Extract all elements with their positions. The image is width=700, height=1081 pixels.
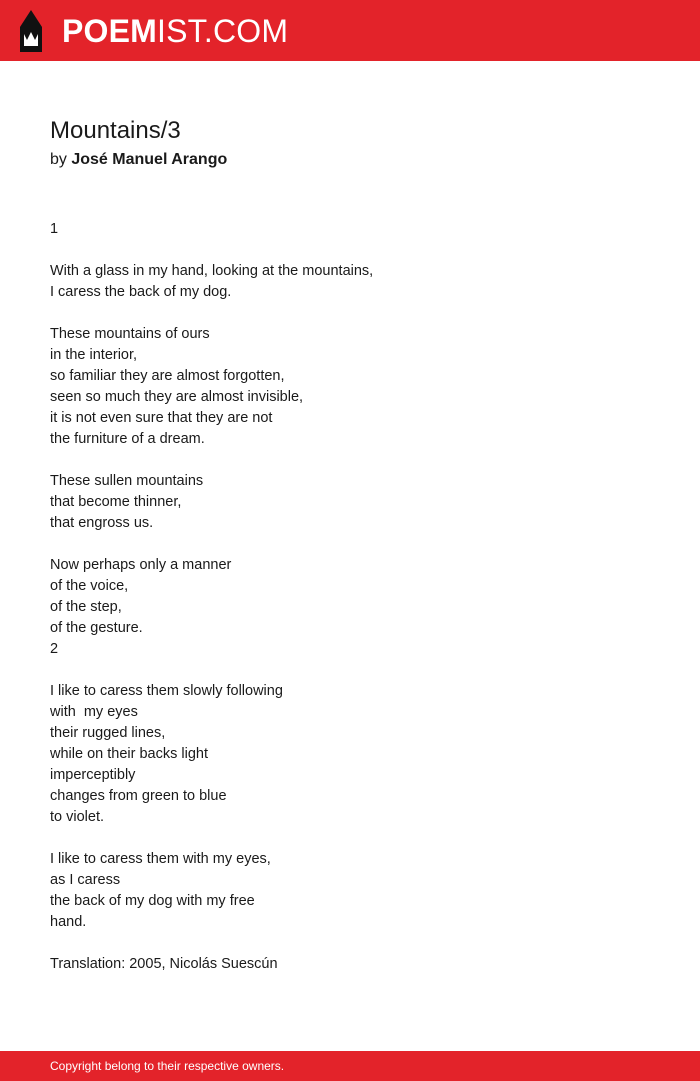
poem-line (50, 450, 650, 471)
poem-line: of the voice, (50, 578, 129, 594)
poem-line (50, 303, 650, 324)
poem-line: of the gesture. (50, 620, 143, 636)
poem-line: I caress the back of my dog. (50, 284, 232, 300)
poem-title: Mountains/3 (50, 117, 181, 144)
poem-line: while on their backs light (50, 746, 208, 762)
pencil-logo-icon[interactable] (18, 10, 44, 52)
poem-line: as I caress (50, 872, 121, 888)
poem-line: that become thinner, (50, 494, 182, 510)
site-footer (0, 1051, 700, 1081)
poem-line: With a glass in my hand, looking at the mountains, (50, 263, 374, 279)
poem-line (50, 933, 650, 954)
logo-bold-text: POEM (62, 13, 158, 49)
poem-line: These sullen mountains (50, 473, 204, 489)
poem-line: in the interior, (50, 347, 138, 363)
poem-line: that engross us. (50, 515, 154, 531)
copyright-text: Copyright belong to their respective owners. (50, 1059, 285, 1073)
poem-author: José Manuel Arango (71, 151, 228, 168)
by-label: by (50, 151, 67, 168)
poem-line: Now perhaps only a manner (50, 557, 232, 573)
poem-line (50, 660, 650, 681)
site-header (0, 0, 700, 61)
poem-line: 1 (50, 221, 59, 237)
poem-line: changes from green to blue (50, 788, 227, 804)
poem-line: to violet. (50, 809, 104, 825)
poem-line (50, 828, 650, 849)
poem-line: hand. (50, 914, 87, 930)
logo-light-text: IST.COM (157, 13, 289, 49)
poem-line: I like to caress them slowly following (50, 683, 283, 699)
poem-line: their rugged lines, (50, 725, 166, 741)
poem-line: I like to caress them with my eyes, (50, 851, 271, 867)
poem-byline (50, 149, 227, 170)
poem-line: imperceptibly (50, 767, 136, 783)
poem-line: These mountains of ours (50, 326, 210, 342)
poem-body (50, 219, 650, 975)
poem-line (50, 240, 650, 261)
poem-line (50, 534, 650, 555)
poem-line: so familiar they are almost forgotten, (50, 368, 285, 384)
poem-line: the back of my dog with my free (50, 893, 255, 909)
poem-line: of the step, (50, 599, 122, 615)
poem-line: seen so much they are almost invisible, (50, 389, 304, 405)
poem-line: it is not even sure that they are not (50, 410, 273, 426)
poem-line: with my eyes (50, 704, 138, 720)
poem-line: the furniture of a dream. (50, 431, 205, 447)
site-logo[interactable] (62, 12, 288, 50)
poem-line: 2 (50, 641, 59, 657)
poem-line: Translation: 2005, Nicolás Suescún (50, 956, 278, 972)
